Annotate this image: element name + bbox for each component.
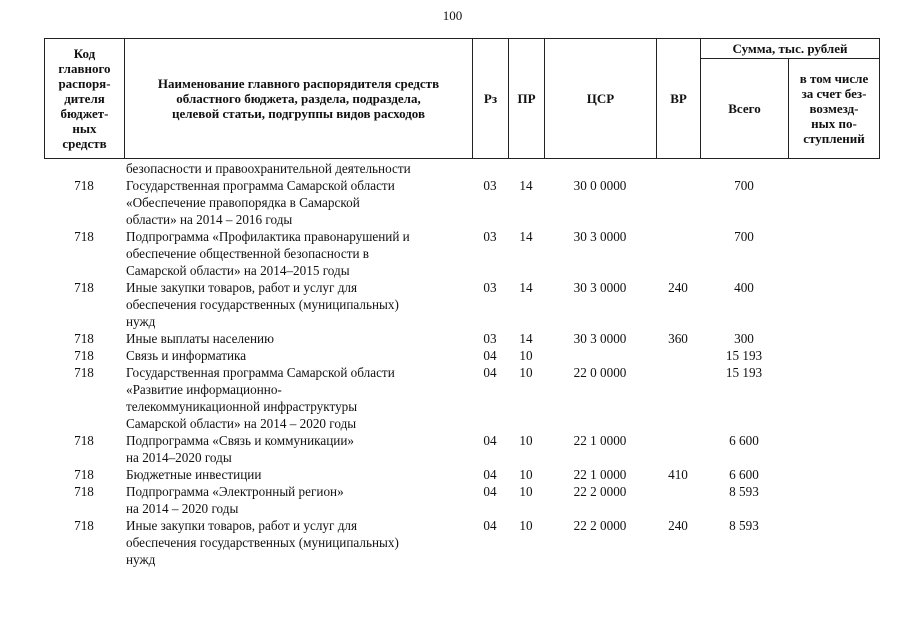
row-pr: 10: [519, 365, 533, 380]
header-name: Наименование главного распорядителя средств областного бюджета, раздела, подраздела, целевой статьи, подгруппы видов расходов: [125, 39, 473, 159]
row-code: 718: [74, 229, 94, 244]
row-code: 718: [74, 484, 94, 499]
row-gratuitous: [788, 483, 879, 517]
row-total: 8 593: [729, 484, 759, 499]
row-total: 6 600: [729, 433, 759, 448]
row-total: [700, 160, 788, 177]
row-total: 15 193: [725, 365, 763, 380]
row-code: 718: [74, 365, 94, 380]
row-code: 718: [74, 467, 94, 482]
row-code: 718: [74, 433, 94, 448]
row-gratuitous: [788, 330, 879, 347]
row-pr: 14: [519, 331, 533, 346]
row-vr: [656, 483, 700, 517]
budget-table-body: [44, 160, 879, 568]
row-rz: 04: [483, 348, 497, 363]
table-row: [44, 432, 879, 466]
row-csr: 22 0 0000: [573, 365, 627, 380]
row-csr: 22 1 0000: [573, 433, 627, 448]
row-vr: [656, 177, 700, 228]
row-csr: 30 3 0000: [573, 331, 627, 346]
row-gratuitous: [788, 228, 879, 279]
row-pr: 10: [519, 518, 533, 533]
row-rz: 04: [483, 365, 497, 380]
row-csr: 22 2 0000: [573, 518, 627, 533]
row-vr: 240: [668, 280, 688, 295]
row-total: 700: [734, 178, 754, 193]
table-row: [44, 228, 879, 279]
table-row: [44, 279, 879, 330]
row-name: Иные закупки товаров, работ и услуг для обеспечения государственных (муниципальных) нужд: [126, 518, 399, 567]
row-total: 700: [734, 229, 754, 244]
row-vr: [656, 432, 700, 466]
row-vr: 360: [668, 331, 688, 346]
row-name: Подпрограмма «Профилактика правонарушений и обеспечение общественной безопасности в Самарской области» на 2014–2015 годы: [126, 229, 410, 278]
header-vr: ВР: [657, 39, 701, 159]
row-gratuitous: [788, 177, 879, 228]
row-name: Подпрограмма «Электронный регион» на 2014 – 2020 годы: [126, 484, 344, 516]
row-vr: [656, 364, 700, 432]
table-row: [44, 160, 879, 177]
row-vr: [656, 347, 700, 364]
header-gratuitous: в том числе за счет без- возмезд- ных по- ступлений: [789, 59, 880, 159]
row-code: 718: [74, 518, 94, 533]
row-total: 300: [734, 331, 754, 346]
row-gratuitous: [788, 517, 879, 568]
row-rz: 03: [483, 331, 497, 346]
row-name: Иные закупки товаров, работ и услуг для обеспечения государственных (муниципальных) нужд: [126, 280, 399, 329]
row-pr: 14: [519, 280, 533, 295]
header-pr: ПР: [509, 39, 545, 159]
page-number: 100: [442, 8, 463, 23]
table-row: [44, 364, 879, 432]
row-rz: [472, 160, 508, 177]
row-vr: 240: [668, 518, 688, 533]
row-csr: [544, 347, 656, 364]
row-pr: 14: [519, 229, 533, 244]
row-gratuitous: [788, 364, 879, 432]
table-row: [44, 347, 879, 364]
header-rz: Рз: [473, 39, 509, 159]
row-pr: 14: [519, 178, 533, 193]
row-pr: 10: [519, 433, 533, 448]
row-name: Бюджетные инвестиции: [126, 467, 262, 482]
row-gratuitous: [788, 466, 879, 483]
row-csr: 30 3 0000: [573, 280, 627, 295]
row-gratuitous: [788, 432, 879, 466]
header-total: Всего: [701, 59, 789, 159]
row-rz: 03: [483, 280, 497, 295]
row-vr: 410: [668, 467, 688, 482]
table-header: [44, 38, 880, 159]
row-code: 718: [74, 348, 94, 363]
row-code: 718: [74, 178, 94, 193]
table-row: [44, 177, 879, 228]
table-row: [44, 483, 879, 517]
row-name: Подпрограмма «Связь и коммуникации» на 2014–2020 годы: [126, 433, 354, 465]
row-rz: 03: [483, 178, 497, 193]
row-rz: 04: [483, 467, 497, 482]
row-name: Государственная программа Самарской области «Обеспечение правопорядка в Самарской области» на 2014 – 2016 годы: [126, 178, 395, 227]
row-pr: 10: [519, 484, 533, 499]
row-total: 15 193: [725, 348, 763, 363]
row-gratuitous: [788, 160, 879, 177]
row-gratuitous: [788, 279, 879, 330]
row-name: Связь и информатика: [126, 348, 247, 363]
row-csr: 22 2 0000: [573, 484, 627, 499]
row-csr: 22 1 0000: [573, 467, 627, 482]
table-row: [44, 330, 879, 347]
row-total: 8 593: [729, 518, 759, 533]
row-rz: 04: [483, 433, 497, 448]
table-row: [44, 466, 879, 483]
table-row: [44, 517, 879, 568]
row-pr: 10: [519, 467, 533, 482]
row-code: 718: [74, 280, 94, 295]
header-sum: Сумма, тыс. рублей: [701, 39, 880, 59]
row-name: Государственная программа Самарской области «Развитие информационно- телекоммуникационной инфраструктуры Самарской области» на 2014 – 2020 годы: [126, 365, 395, 431]
header-csr: ЦСР: [545, 39, 657, 159]
row-rz: 04: [483, 484, 497, 499]
row-code: 718: [74, 331, 94, 346]
row-vr: [656, 160, 700, 177]
row-csr: [544, 160, 656, 177]
row-name: Иные выплаты населению: [126, 331, 274, 346]
row-pr: [508, 160, 544, 177]
row-csr: 30 3 0000: [573, 229, 627, 244]
row-rz: 04: [483, 518, 497, 533]
row-code: [44, 160, 124, 177]
row-vr: [656, 228, 700, 279]
row-total: 6 600: [729, 467, 759, 482]
row-name: безопасности и правоохранительной деятельности: [126, 161, 411, 176]
row-csr: 30 0 0000: [573, 178, 627, 193]
row-pr: 10: [519, 348, 533, 363]
row-rz: 03: [483, 229, 497, 244]
row-total: 400: [734, 280, 754, 295]
header-code: Код главного распоря- дителя бюджет- ных средств: [45, 39, 125, 159]
row-gratuitous: [788, 347, 879, 364]
